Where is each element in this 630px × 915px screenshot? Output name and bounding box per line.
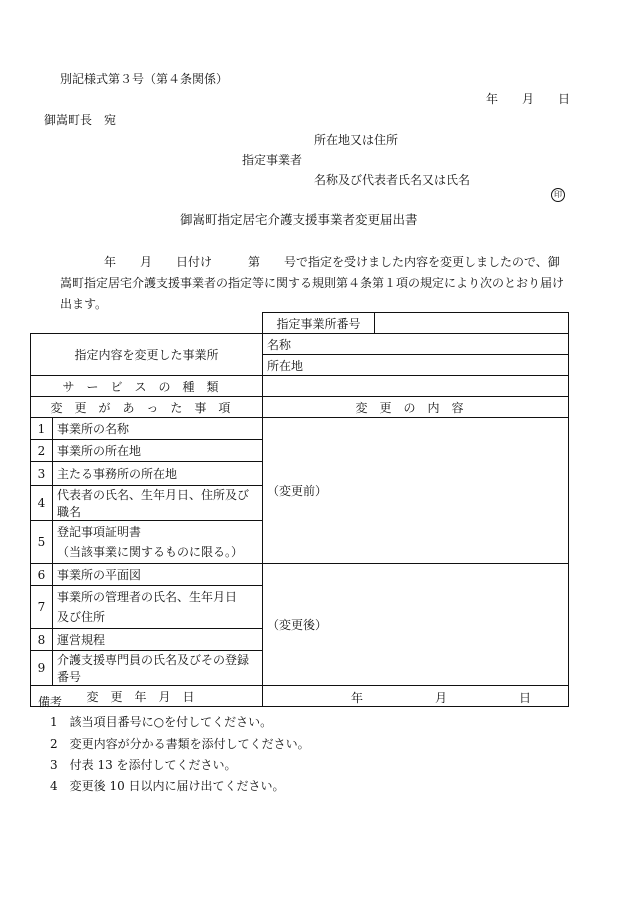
change-date-label: 変更年月日 (31, 686, 263, 707)
change-after-field[interactable] (263, 564, 569, 686)
item-number: 5 (31, 521, 53, 564)
date-year-label: 年 (351, 691, 364, 705)
item-number: 1 (31, 418, 53, 440)
item-number: 3 (31, 462, 53, 486)
item-number: 4 (31, 486, 53, 521)
office-changed-label: 指定内容を変更した事業所 (31, 334, 263, 376)
body-text-line-1: 年 月 日付け 第 号で指定を受けました内容を変更しましたので、御 (104, 255, 560, 269)
office-name-label: 名称 (267, 337, 292, 352)
office-number-label: 指定事業所番号 (263, 313, 375, 334)
item-label-sub: （当該事業に関するものに限る。） (57, 545, 244, 559)
remarks-heading: 備考 (38, 695, 63, 709)
service-type-field[interactable] (263, 376, 569, 397)
change-date-field[interactable] (263, 686, 569, 707)
item-number: 2 (31, 440, 53, 462)
office-name-field[interactable] (263, 334, 569, 355)
seal-mark: 印 (551, 188, 565, 202)
item-label: 代表者の氏名、生年月日、住所及び職名 (53, 486, 263, 521)
change-notification-table (30, 312, 569, 707)
office-address-field[interactable] (263, 355, 569, 376)
remarks-note: 4 変更後 10 日以内に届け出てください。 (50, 779, 285, 793)
item-number: 8 (31, 629, 53, 651)
submission-date: 年 月 日 (486, 92, 571, 106)
body-text-line-3: 出ます。 (60, 297, 108, 311)
change-before-field[interactable] (263, 418, 569, 564)
item-label: 事業所の所在地 (53, 440, 263, 462)
service-type-label: サービスの種類 (31, 376, 263, 397)
body-text-line-2: 嵩町指定居宅介護支援事業者の指定等に関する規則第４条第１項の規定により次のとおり届け (60, 276, 565, 290)
change-after-label: （変更後） (267, 618, 328, 632)
item-label-main: 登記事項証明書 (57, 525, 142, 539)
addressee: 御嵩町長 宛 (44, 113, 117, 127)
office-number-field[interactable] (375, 313, 569, 334)
date-day-label: 日 (519, 691, 532, 705)
document-title: 御嵩町指定居宅介護支援事業者変更届出書 (180, 212, 418, 227)
designated-operator-label: 指定事業者 (242, 153, 303, 167)
location-label: 所在地又は住所 (314, 133, 399, 147)
remarks-note: 3 付表 13 を添付してください。 (50, 758, 237, 772)
item-number: 9 (31, 651, 53, 686)
item-label: 事業所の平面図 (53, 564, 263, 586)
item-label (53, 586, 263, 629)
date-month-label: 月 (435, 691, 448, 705)
office-address-label: 所在地 (267, 358, 304, 373)
item-number: 7 (31, 586, 53, 629)
changed-items-header: 変更があった事項 (31, 397, 263, 418)
remarks-note: 1 該当項目番号に○を付してください。 (50, 715, 273, 729)
item-label: 介護支援専門員の氏名及びその登録番号 (53, 651, 263, 686)
change-content-header: 変更の内容 (263, 397, 569, 418)
form-number: 別記様式第３号（第４条関係） (60, 72, 229, 86)
change-before-label: （変更前） (267, 484, 328, 498)
item-label-sub: 及び住所 (57, 610, 106, 624)
item-label (53, 521, 263, 564)
remarks-note: 2 変更内容が分かる書類を添付してください。 (50, 737, 310, 751)
representative-name-label: 名称及び代表者氏名又は氏名 (314, 173, 471, 187)
item-label-main: 事業所の管理者の氏名、生年月日 (57, 590, 238, 604)
item-number: 6 (31, 564, 53, 586)
item-label: 運営規程 (53, 629, 263, 651)
item-label: 主たる事務所の所在地 (53, 462, 263, 486)
item-label: 事業所の名称 (53, 418, 263, 440)
